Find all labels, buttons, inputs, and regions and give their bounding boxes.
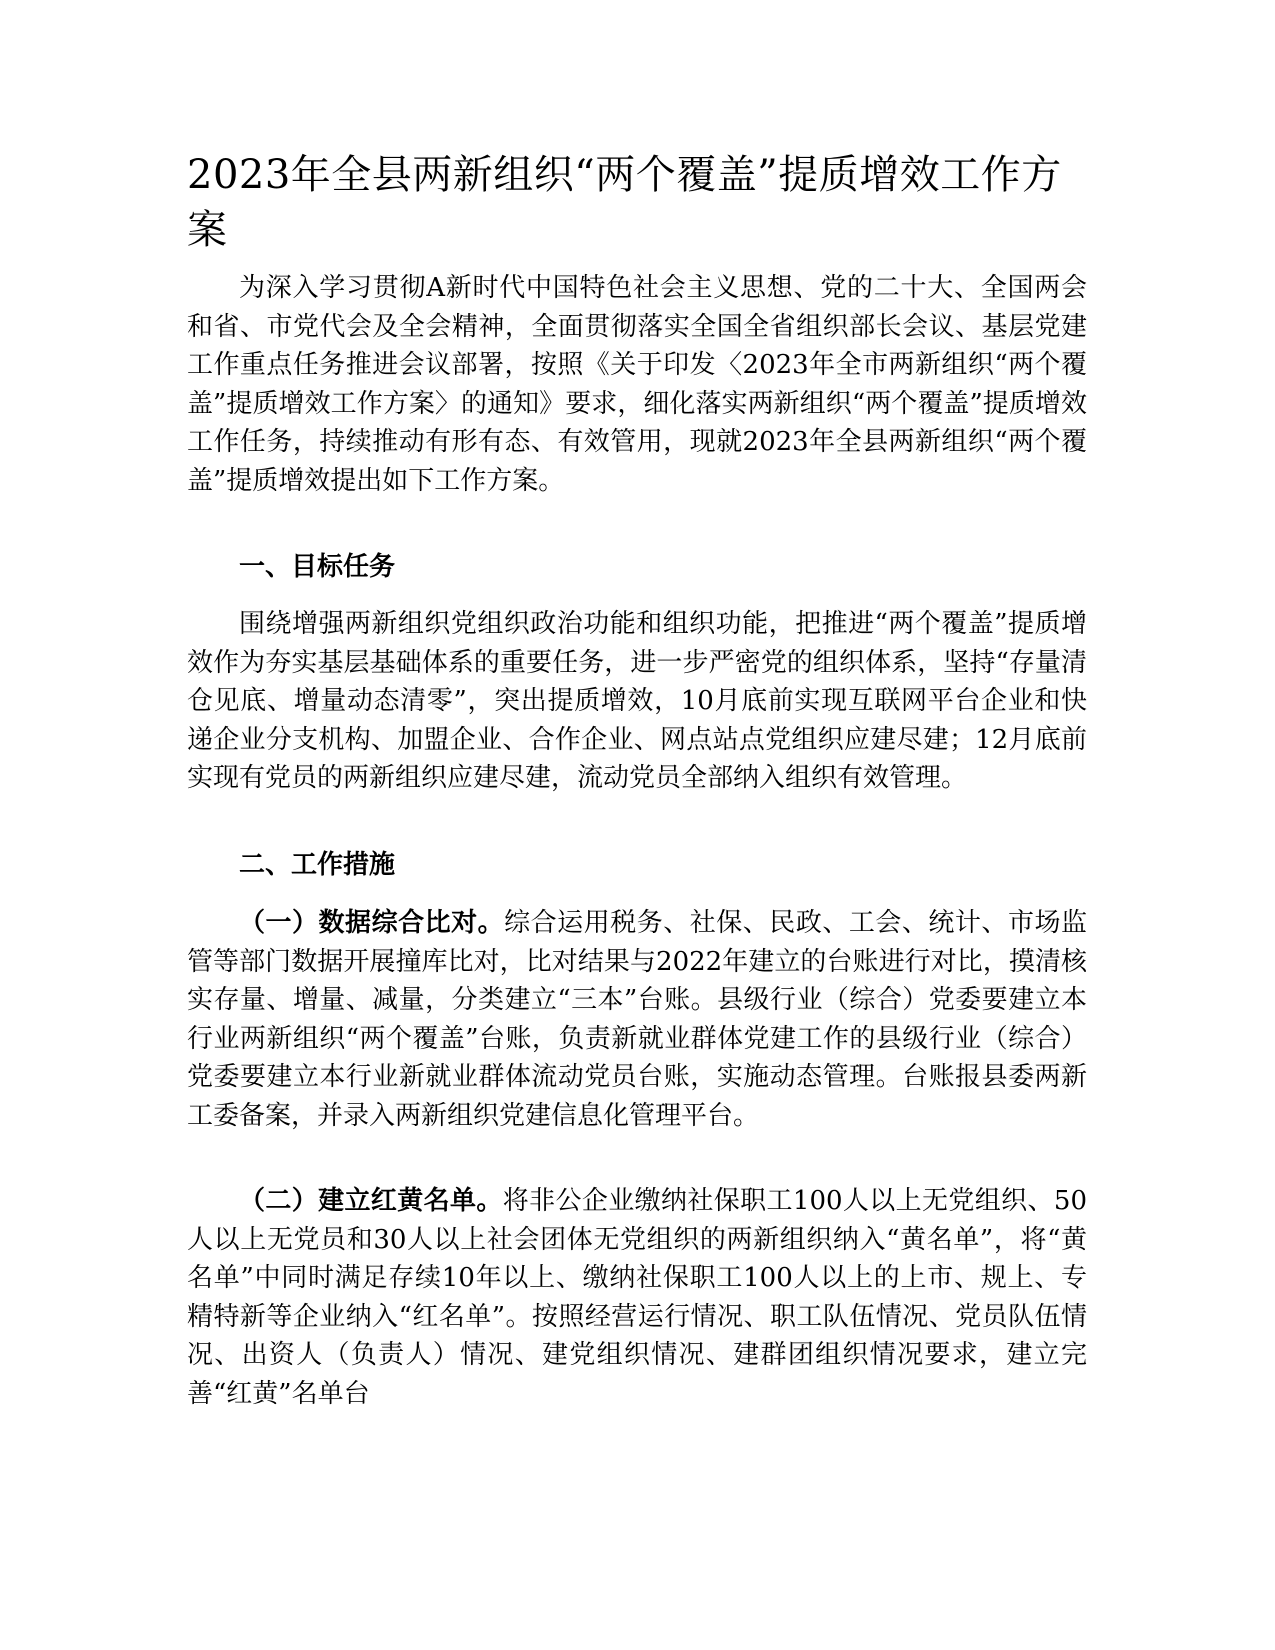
measure-data-comparison-lead: （一）数据综合比对。	[239, 908, 505, 938]
section-heading-goals: 一、目标任务	[239, 552, 396, 582]
measure-red-yellow-list-lead: （二）建立红黄名单。	[239, 1186, 503, 1216]
measure-data-comparison-paragraph	[187, 904, 1087, 1135]
measure-red-yellow-list-paragraph	[187, 1182, 1087, 1413]
document-title: 2023年全县两新组织“两个覆盖”提质增效工作方案	[187, 152, 1062, 253]
measure-red-yellow-list-text: 将非公企业缴纳社保职工100人以上无党组织、50人以上无党员和30人以上社会团体无党组织的两新组织纳入“黄名单”，将“黄名单”中同时满足存续10年以上、缴纳社保职工100人以上的上市、规上、专精特新等企业纳入“红名单”。按照经营运行情况、职工队伍情况、党员队伍情况、出资人（负责人）情况、建党组织情况、建群团组织情况要求，建立完善“红黄”名单台	[187, 1186, 1087, 1409]
goals-paragraph: 围绕增强两新组织党组织政治功能和组织功能，把推进“两个覆盖”提质增效作为夯实基层基础体系的重要任务，进一步严密党的组织体系，坚持“存量清仓见底、增量动态清零”，突出提质增效，10月底前实现互联网平台企业和快递企业分支机构、加盟企业、合作企业、网点站点党组织应建尽建；12月底前实现有党员的两新组织应建尽建，流动党员全部纳入组织有效管理。	[187, 609, 1087, 793]
measure-data-comparison-text: 综合运用税务、社保、民政、工会、统计、市场监管等部门数据开展撞库比对，比对结果与2022年建立的台账进行对比，摸清核实存量、增量、减量，分类建立“三本”台账。县级行业（综合）党委要建立本行业两新组织“两个覆盖”台账，负责新就业群体党建工作的县级行业（综合）党委要建立本行业新就业群体流动党员台账，实施动态管理。台账报县委两新工委备案，并录入两新组织党建信息化管理平台。	[187, 908, 1087, 1131]
intro-paragraph: 为深入学习贯彻A新时代中国特色社会主义思想、党的二十大、全国两会和省、市党代会及全会精神，全面贯彻落实全国全省组织部长会议、基层党建工作重点任务推进会议部署，按照《关于印发〈2023年全市两新组织“两个覆盖”提质增效工作方案〉的通知》要求，细化落实两新组织“两个覆盖”提质增效工作任务，持续推动有形有态、有效管用，现就2023年全县两新组织“两个覆盖”提质增效提出如下工作方案。	[187, 273, 1087, 496]
section-heading-measures: 二、工作措施	[239, 850, 396, 880]
